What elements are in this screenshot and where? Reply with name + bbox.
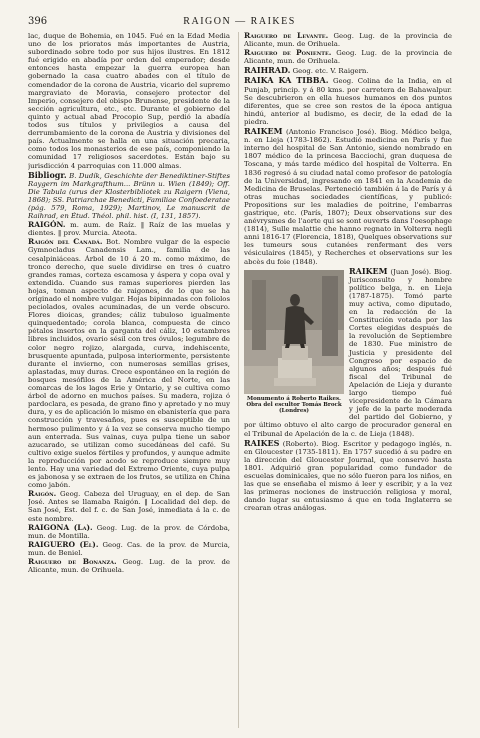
entry-raigon-geog: Raigón. Geog. Cabeza del Uruguay, en el dep. de San José. Antes se llamaba Raigón. ‖ Localidad del dep. de San José, Est. del f. c. de San José, inmediata á la c. de este nombre. (28, 489, 230, 523)
running-header (28, 16, 452, 27)
entry-raiguero-de-levante: Raiguero de Levante. Geog. Lug. de la provincia de Alicante, mun. de Orihuela. (244, 32, 452, 49)
entry-raiguero-de-bonanza: Raiguero de Bonanza. Geog. Lug. de la prov. de Alicante, mun. de Orihuela. (28, 557, 230, 575)
text-columns (28, 32, 452, 728)
entry-raigon-del-canada: Raigón del Canadá. Bot. Nombre vulgar de la especie Gymnocladus Canadensis Lam., familia de las cesalpiniáceas. Árbol de 10 á 20 m. como máximo, de tronco derecho, que suele dividirse en tres ó cuatro grandes ramas, corteza escamosa y áspera y copa oval y extendida. Cuando sus ramas superiores pierden las hojas, toman aspecto de raigones, de lo que se ha originado el nombre vulgar. Hojas bipinnadas con foliolos peciolados, ovales acuminadas, de un verde obscuro. Flores dioicas, grandes; cáliz tubuloso igualmente quinquedentado; corola blanca, compuesta de cinco pétalos insertos en la garganta del cáliz, 10 estambres libres incluidos, ovario sésil con tres óvulos; legumbre de color negro rojizo, alargada, curva, indehiscente, brusquente apuntada, pulposa interiormente, persistente durante el invierno, con numerosas semillas grises, aplastadas, muy duras. Crece espontáneo en la región de bosques mesófilos de la América del Norte, en las comarcas de los lagos Erie y Ontario, y se cultiva como árbol de adorno en muchos países. Su madera, rojiza ó pardoclara, es pesada, de grano fino y apretado y no muy dura, y es de aplicación lo mismo en ebanistería que para construcción y travesaños, pues es susceptible de un hermoso pulimento y á la vez se conserva mucho tiempo aun enterrada. Sus vainas, cuya pulpa tiene un sabor azucarado, se utilizan como sucedáneas del café. Su cultivo exige suelos fértiles y profundos, y aunque admite la reproducción por acodo se reproduce siempre muy lento. Hay una variedad del Extremo Oriente, cuya pulpa es jabonosa y se extraen de los frutos, se utiliza en China como jabón. (28, 237, 230, 490)
entry-raiguero-de-poniente: Raiguero de Poniente. Geog. Lug. de la provincia de Alicante, mun. de Orihuela. (244, 48, 452, 66)
entry-bibliography: Bibliogr. B. Dudík, Geschichte der Benediktiner-Stiftes Raygern im Markgrafthum... Brünn u. Wien (1849); Off. Die Tabula (urus der Klosterbibliotek zu Raigern (Viena, 1868); SS. Patriarchae Benedicti, Familiae Confoederatae (pág. 579, Roma, 1929); Martinov, Le manuscrit de Raihrad, en Étud. Théol. phil. hist. (I, 131, 1857). (28, 169, 230, 221)
page-number: 396 (28, 16, 48, 27)
running-title: RAIGON — RAIKES (183, 16, 296, 27)
right-column (244, 32, 452, 728)
entry-raikem-juan: Monumento á Roberto Raikes. Obra del escultor Tomás Brock (Londres) RAIKEM (Juan José). Biog. Jurisconsulto y hombre político belga, n. en Lieja (1787-1875). Tomó parte muy activa, como diputado, en la redacción de la Constitución votada por las Cortes elegidas después de la revolución de Septiembre de 1830. Fue ministro de Justicia y presidente del Congreso por espacio de algunos años; después fué fiscal del Tribunal de Apelación de Lieja y durante largo tiempo fué vicepresidente de la Cámara y jefe de la parte moderada del partido del Gobierno, y por último obtuvo el alto cargo de procurador general en el Tribunal de Apelación de la c. de Lieja (1848). (244, 265, 452, 438)
entry-raigona: RAIGONA (La). Geog. Lug. de la prov. de Córdoba, mun. de Montilla. (28, 522, 230, 540)
entry-raikes-roberto: RAIKES (Roberto). Biog. Escritor y pedagogo inglés, n. en Gloucester (1735-1811). En 1757 sucedió á su padre en la dirección del Gloucester Journal, que conservó hasta 1801. Adquirió gran popularidad como fundador de escuelas dominicales, que no sólo fueron para los niños, en las que se enseñaba el mismo á leer y escribir, y a la vez las primeras nociones de instrucción religiosa y moral, dando lugar su entusiasmo á que en toda Inglaterra se crearan otras análogas. (244, 437, 452, 513)
entry-raikem-antonio: RAIKEM (Antonio Francisco José). Biog. Médico belga, n. en Lieja (1783-1862). Estudió medicina en París y fue interno del hospital de San Antonio, siendo nombrado en 1807 médico de la princesa Bacciochi, gran duquesa de Toscana, y más tarde médico del hospital de Volterra. En 1836 regresó á su ciudad natal como profesor de patología de la Universidad, ingresando en 1841 en la Academia de Medicina de Bruselas. Perteneció también á la de París y á otras muchas sociedades científicas, y publicó: Propositions sur les maladies de poitrine, l'embarras gastrique, etc. (París, 1807); Deux observations sur des anévrysmes de l'aorte qui se sont ouverts dans l'oesophage (1814), Sulle malattie che hanno regnato in Volterra negli anni 1816-17 (Florencia, 1818), Quelques observations sur les tumeurs sous cutanées renfermant des vers vésiculaires (1845), y Recherches et observations sur les abcès du foie (1848). (244, 126, 452, 266)
entry-raiguero: RAIGUERO (El). Geog. Cas. de la prov. de Murcia, mun. de Beniel. (28, 539, 230, 557)
entry-raihrad: RAIHRAD. Geog. etc. V. Raigern. (244, 65, 369, 76)
entry-raigern-continued: lac, duque de Bohemia, en 1045. Fué en la Edad Media uno de los prioratos más importantes de Austria, subordinado sobre todo por sus hijos ilustres. En 1812 fué erigido en abadía por orden del emperador; desde entonces hasta empezar la guerra europea han gobernado la casa cuatro abades con el título de comendador de la corona de Austria, vicario del supremo margraviato de Moravia, consejero protector del Imperio, consejero del obispo Brunense, presidente de la sección agricultura, etc., etc. Durante el gobierno del quinto y actual abad Procopio Sup, perdió la abadía todos sus títulos y privilegios a causa del derrumbamiento de la corona de Austria y divisiones del país. Actualmente se halla en una situación precaria, como todos los monasterios de ese país, componiendo la comunidad 17 religiosos sacerdotes. Están bajo su jurisdicción 4 parroquias con 11.000 almas. (28, 32, 230, 170)
left-column (28, 32, 230, 728)
column-rule (238, 32, 239, 728)
figure (244, 270, 344, 415)
entry-raigon: RAIGÓN. m. aum. de Raíz. ‖ Raíz de las muelas y dientes. ‖ prov. Murcia. Ateota. (28, 220, 230, 238)
raikes-monument-photo (244, 270, 344, 394)
figure-caption: Monumento á Roberto Raikes. Obra del escultor Tomás Brock (Londres) (246, 395, 342, 415)
entry-raika-ka-tibba: RAIKA KA TIBBA. Geog. Colina de la India, en el Punjab, princip. y á 80 kms. por carretera de Bahawalpur. Se descubrieron en ella huesos humanos en dos puntos diferentes, que se cree son restos de la época antigua hindú, anterior al budismo, es decir, de la edad de la piedra. (244, 75, 452, 126)
